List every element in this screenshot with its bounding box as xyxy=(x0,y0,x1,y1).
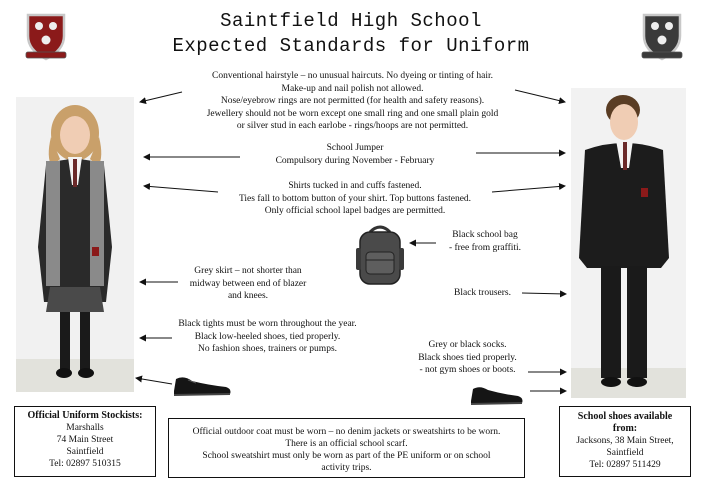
outdoor-line-3: School sweatshirt must only be worn as part of the PE uniform or on school xyxy=(202,451,491,461)
jewellery-rule-2: Jewellery should not be worn except one small ring and one small plain gold xyxy=(206,108,499,119)
stockists-tel: Tel: 02897 510315 xyxy=(49,459,121,469)
jumper-rule-2: Compulsory during November - February xyxy=(275,155,435,166)
outdoor-line-1: Official outdoor coat must be worn – no denim jackets or sweatshirts to be worn. xyxy=(192,427,501,437)
outdoor-line-4: activity trips. xyxy=(321,463,372,473)
tights-rule-2: Black low-heeled shoes, tied properly. xyxy=(194,331,341,342)
hair-rule-2: Make-up and nail polish not allowed. xyxy=(281,83,424,94)
socks-rule-3: - not gym shoes or boots. xyxy=(419,365,516,375)
shirt-rule-3: Only official school lapel badges are permitted. xyxy=(264,206,446,216)
trousers-rule: Black trousers. xyxy=(454,288,511,298)
stockists-name: Marshalls xyxy=(66,423,104,433)
stockists-street: 74 Main Street xyxy=(56,435,114,445)
socks-rule-1: Grey or black socks. xyxy=(428,340,507,350)
skirt-rule-2: midway between end of blazer xyxy=(189,278,307,289)
page-subtitle: Expected Standards for Uniform xyxy=(172,35,530,57)
shoes-tel: Tel: 02897 511429 xyxy=(589,460,661,470)
page-title: Saintfield High School xyxy=(220,10,482,32)
shoes-line-2: Saintfield xyxy=(606,448,644,458)
shoes-line-1: Jacksons, 38 Main Street, xyxy=(576,436,674,446)
shoes-heading-2: from: xyxy=(612,423,638,434)
skirt-rule-1: Grey skirt – not shorter than xyxy=(194,266,302,276)
tights-rule-1: Black tights must be worn throughout the year. xyxy=(178,319,357,329)
outdoor-line-2: There is an official school scarf. xyxy=(285,439,408,449)
hair-rule-1: Conventional hairstyle – no unusual haircuts. No dyeing or tinting of hair. xyxy=(212,71,493,81)
stockists-town: Saintfield xyxy=(66,447,104,457)
stockists-heading: Official Uniform Stockists: xyxy=(27,410,143,421)
tights-rule-3: No fashion shoes, trainers or pumps. xyxy=(197,344,338,354)
bag-rule-2: - free from graffiti. xyxy=(448,242,522,253)
jumper-rule-1: School Jumper xyxy=(326,143,384,153)
outdoor-coat-box xyxy=(168,418,525,478)
shoes-heading-1: School shoes available xyxy=(577,411,673,422)
jewellery-rule-3: or silver stud in each earlobe - rings/hoops are not permitted. xyxy=(236,121,469,131)
bag-rule-1: Black school bag xyxy=(452,230,518,240)
shirt-rule-2: Ties fall to bottom button of your shirt. Top buttons fastened. xyxy=(238,193,472,204)
stockists-box xyxy=(14,406,156,477)
jewellery-rule-1: Nose/eyebrow rings are not permitted (for health and safety reasons). xyxy=(220,96,485,106)
shirt-rule-1: Shirts tucked in and cuffs fastened. xyxy=(288,181,422,191)
shoes-available-box xyxy=(559,406,691,477)
socks-rule-2: Black shoes tied properly. xyxy=(418,352,517,363)
skirt-rule-3: and knees. xyxy=(227,291,269,301)
